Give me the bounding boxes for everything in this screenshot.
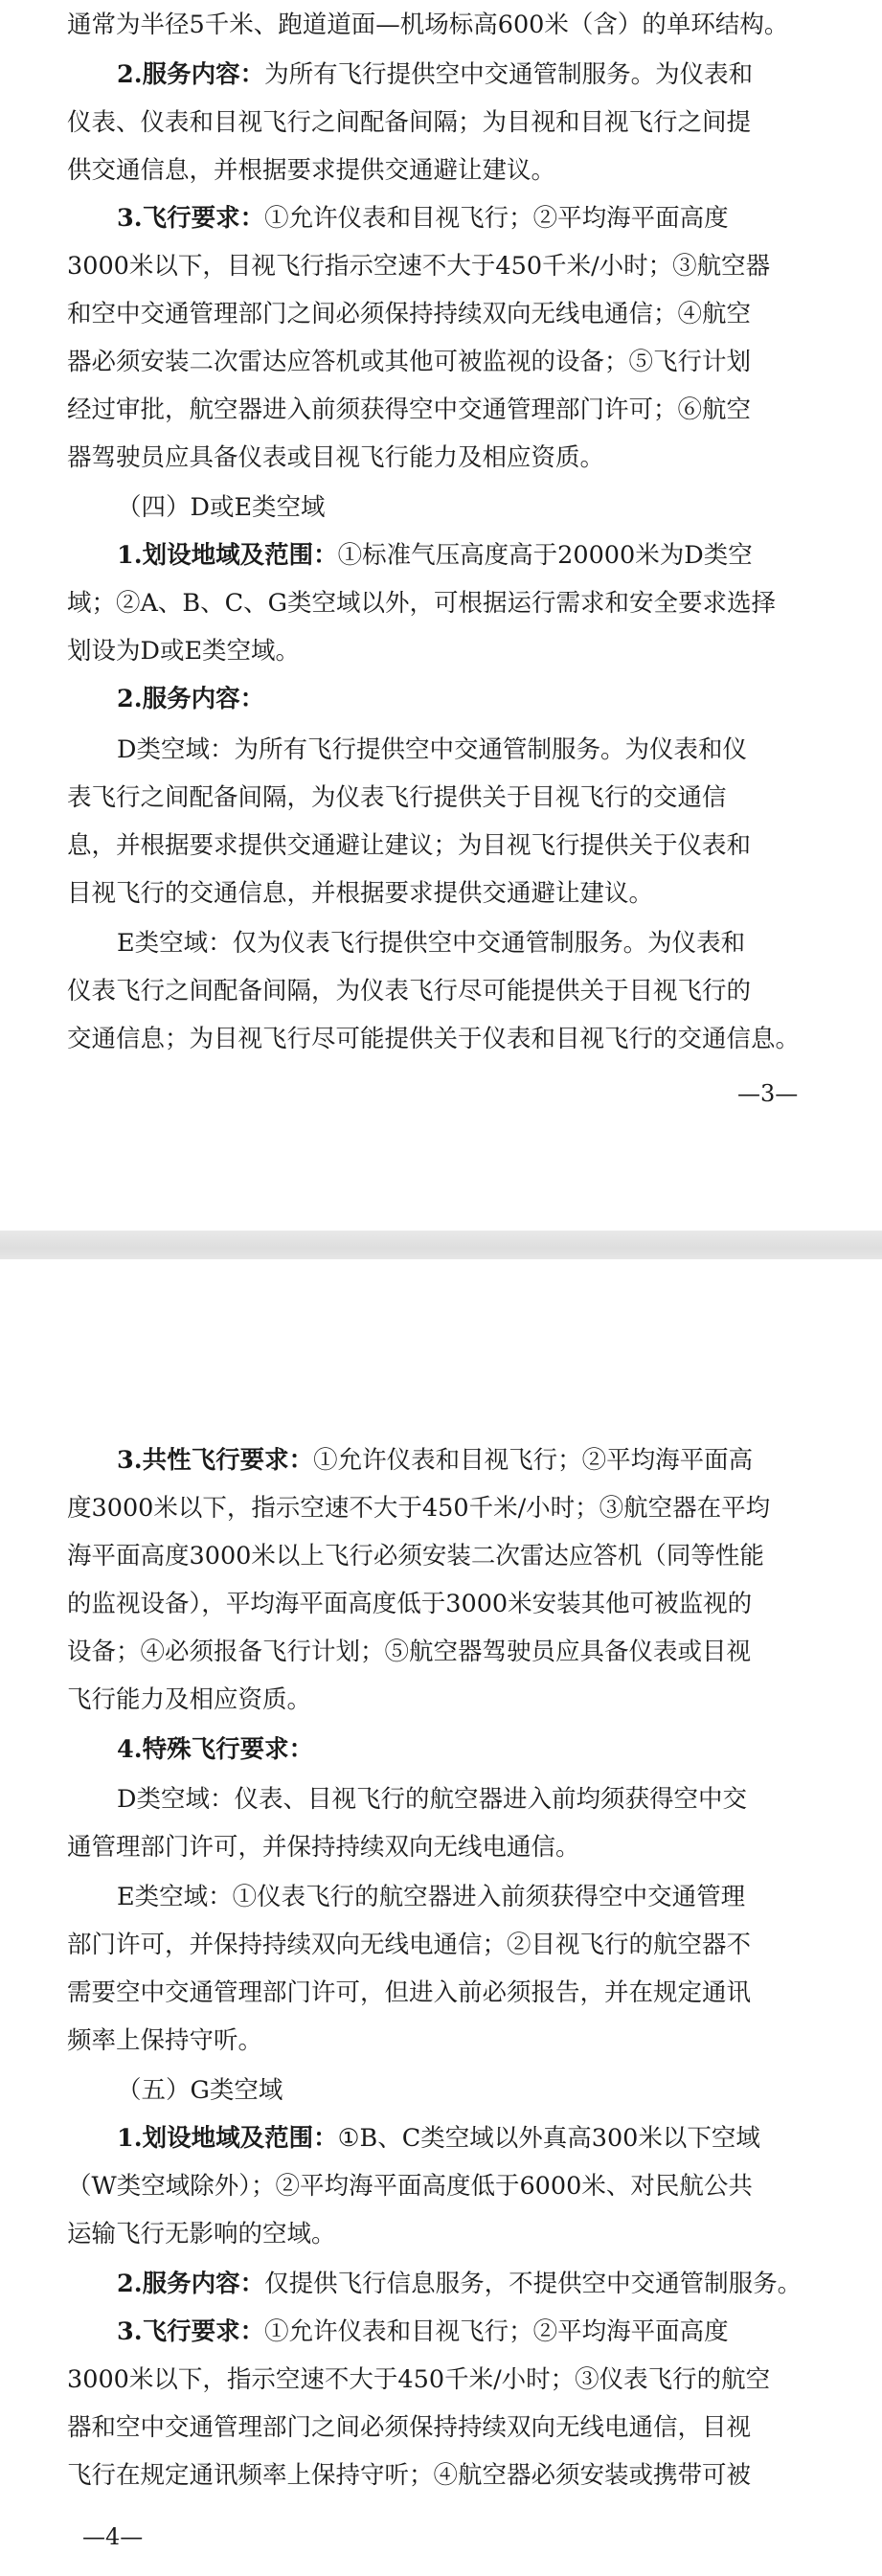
section-heading: 3.飞行要求： xyxy=(117,204,265,233)
text-line: 需要空中交通管理部门许可，但进入前必须报告，并在规定通讯 xyxy=(67,1978,752,2007)
text-line: 经过审批，航空器进入前须获得空中交通管理部门许可；⑥航空 xyxy=(67,395,752,424)
text-line: 3.共性飞行要求：①允许仪表和目视飞行；②平均海平面高 xyxy=(117,1446,754,1475)
page-number: —3— xyxy=(737,1080,799,1107)
text-line: 供交通信息，并根据要求提供交通避让建议。 xyxy=(67,156,556,185)
text-line: 2.服务内容：仅提供飞行信息服务，不提供空中交通管制服务。 xyxy=(117,2270,803,2298)
text-line: 频率上保持守听。 xyxy=(67,2026,263,2055)
section-heading: 1.划设地域及范围： xyxy=(117,2124,338,2153)
text-line: D类空域：为所有飞行提供空中交通管制服务。为仪表和仪 xyxy=(117,735,747,764)
section-heading: 2.服务内容： xyxy=(117,60,265,89)
text-line: 器和空中交通管理部门之间必须保持持续双向无线电通信，目视 xyxy=(67,2413,752,2442)
document-page-3 xyxy=(0,0,882,1231)
text-line: D类空域：仪表、目视飞行的航空器进入前均须获得空中交 xyxy=(117,1785,747,1814)
text-line: 划设为D或E类空域。 xyxy=(67,637,301,666)
section-heading: 3.飞行要求： xyxy=(117,2317,265,2346)
text-line: 飞行在规定通讯频率上保持守听；④航空器必须安装或携带可被 xyxy=(67,2461,752,2490)
section-heading: 3.共性飞行要求： xyxy=(117,1446,314,1475)
section-heading: 2.服务内容： xyxy=(117,2270,265,2298)
text-line: 1.划设地域及范围：①B、C类空域以外真高300米以下空域 xyxy=(117,2124,760,2153)
page-number: —4— xyxy=(82,2523,144,2550)
text-line: 3000米以下，指示空速不大于450千米/小时；③仪表飞行的航空 xyxy=(67,2365,771,2394)
text-line: 仪表飞行之间配备间隔，为仪表飞行尽可能提供关于目视飞行的 xyxy=(67,977,752,1006)
subsection-title: （四）D或E类空域 xyxy=(117,493,326,522)
text-line: 仪表、仪表和目视飞行之间配备间隔；为目视和目视飞行之间提 xyxy=(67,108,752,137)
text-line: 设备；④必须报备飞行计划；⑤航空器驾驶员应具备仪表或目视 xyxy=(67,1638,752,1666)
text-line: E类空域：①仪表飞行的航空器进入前须获得空中交通管理 xyxy=(117,1883,746,1911)
page-separator xyxy=(0,1231,882,1259)
text-line: 飞行能力及相应资质。 xyxy=(67,1685,312,1714)
text-line: 部门许可，并保持持续双向无线电通信；②目视飞行的航空器不 xyxy=(67,1931,752,1959)
text-line: 息，并根据要求提供交通避让建议；为目视飞行提供关于仪表和 xyxy=(67,831,752,860)
section-heading: 1.划设地域及范围： xyxy=(117,541,338,570)
text-line: 运输飞行无影响的空域。 xyxy=(67,2220,336,2248)
text-line xyxy=(117,1732,500,1767)
text-line: 3.飞行要求：①允许仪表和目视飞行；②平均海平面高度 xyxy=(117,2317,729,2346)
text-line: 3000米以下，目视飞行指示空速不大于450千米/小时；③航空器 xyxy=(67,252,771,281)
text-line: 目视飞行的交通信息，并根据要求提供交通避让建议。 xyxy=(67,879,654,908)
text-line xyxy=(117,682,500,716)
text-line: 器驾驶员应具备仪表或目视飞行能力及相应资质。 xyxy=(67,443,605,472)
text-line: 域；②A、B、C、G类空域以外，可根据运行需求和安全要求选择 xyxy=(67,589,777,618)
text-line: 交通信息；为目视飞行尽可能提供关于仪表和目视飞行的交通信息。 xyxy=(67,1025,801,1053)
text-line: 的监视设备），平均海平面高度低于3000米安装其他可被监视的 xyxy=(67,1590,753,1618)
text-line: 1.划设地域及范围：①标准气压高度高于20000米为D类空 xyxy=(117,541,753,570)
text-line: 表飞行之间配备间隔，为仪表飞行提供关于目视飞行的交通信 xyxy=(67,783,727,812)
text-line: 通常为半径5千米、跑道道面—机场标高600米（含）的单环结构。 xyxy=(67,11,789,39)
section-heading: 2.服务内容： xyxy=(117,685,265,713)
text-line: 度3000米以下，指示空速不大于450千米/小时；③航空器在平均 xyxy=(67,1494,771,1523)
text-line: 通管理部门许可，并保持持续双向无线电通信。 xyxy=(67,1833,580,1862)
text-line: 2.服务内容：为所有飞行提供空中交通管制服务。为仪表和 xyxy=(117,60,754,89)
subsection-title: （五）G类空域 xyxy=(117,2076,283,2105)
document-page-4 xyxy=(0,1259,882,2576)
text-line: 3.飞行要求：①允许仪表和目视飞行；②平均海平面高度 xyxy=(117,204,729,233)
section-heading: 4.特殊飞行要求： xyxy=(117,1735,314,1764)
text-line: （W类空域除外）；②平均海平面高度低于6000米、对民航公共 xyxy=(67,2172,753,2201)
text-line: E类空域：仅为仪表飞行提供空中交通管制服务。为仪表和 xyxy=(117,929,746,958)
text-line: 器必须安装二次雷达应答机或其他可被监视的设备；⑤飞行计划 xyxy=(67,348,752,376)
text-line: 海平面高度3000米以上飞行必须安装二次雷达应答机（同等性能 xyxy=(67,1542,764,1570)
text-line: 和空中交通管理部门之间必须保持持续双向无线电通信；④航空 xyxy=(67,300,752,328)
